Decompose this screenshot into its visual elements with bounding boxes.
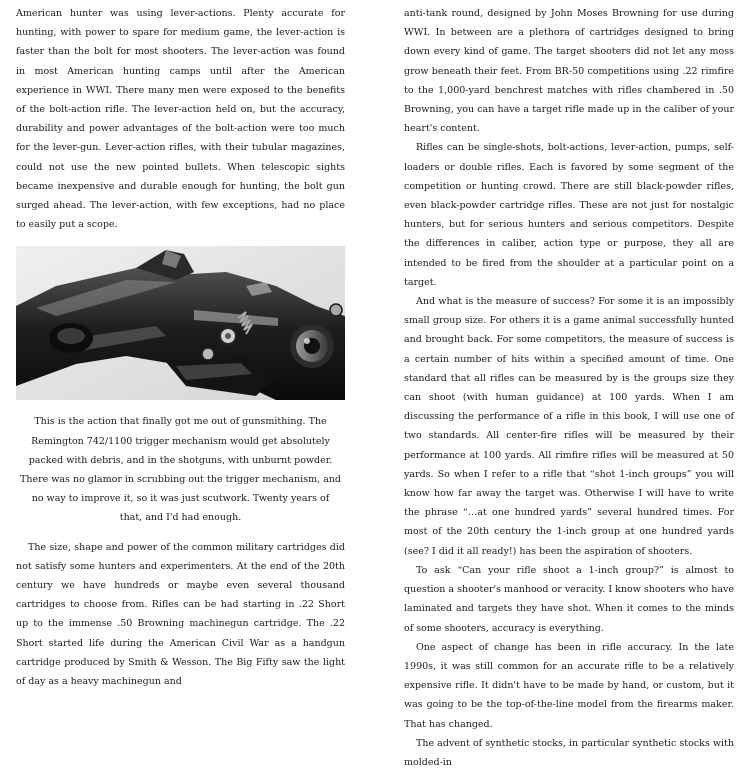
right-page xyxy=(404,0,734,768)
right-paragraph-6: The advent of synthetic stocks, in particular synthetic stocks with molded-in xyxy=(404,737,734,768)
right-paragraph-1: anti-tank round, designed by John Moses Browning for use during WWI. In between are a plethora of cartridges designed to bring down every kind of game. The target shooters did not let any moss grow beneath their feet. From BR-50 competitions using .22 rimfire to the 1,000-yard benchrest matches with rifles chambered in .50 Browning, you can have a target rifle made up in the caliber of your heart's content. xyxy=(404,8,734,135)
trigger-mechanism-photo xyxy=(16,246,345,400)
right-paragraph-5: One aspect of change has been in rifle accuracy. In the late 1990s, it was still common for an accurate rifle to be a relatively expensive rifle. It didn't have to be made by hand, or custom, but it was going to be the top-of-the-line model from the firearms maker. That has changed. xyxy=(404,641,734,730)
left-page xyxy=(16,0,345,688)
left-paragraph-1: American hunter was using lever-actions. Plenty accurate for hunting, with power to spare for medium game, the lever-action is faster than the bolt for most shooters. The lever-action was found in most American hunting camps until after the American experience in WWI. There many men were exposed to the benefits of the bolt-action rifle. The lever-action held on, but the accuracy, durability and power advantages of the bolt-action were too much for the lever-gun. Lever-action rifles, with their tubular magazines, could not use the new pointed bullets. When telescopic sights became inexpensive and durable enough for hunting, the bolt gun surged ahead. The lever-action, with few exceptions, had no place to easily put a scope. xyxy=(16,8,345,231)
trigger-mechanism-illustration xyxy=(16,246,345,400)
right-paragraph-3: And what is the measure of success? For some it is an impossibly small group size. For others it is a game animal successfully hunted and brought back. For some competitors, the measure of success is a certain number of hits within a specified amount of time. One standard that all rifles can be measured by is the groups size they can shoot (with human guidance) at 100 yards. When I am discussing the performance of a rifle in this book, I will use one of two standards. All center-fire rifles will be measured by their performance at 100 yards. All rimfire rifles will be measured at 50 yards. So when I refer to a rifle that “shot 1-inch groups” you will know how far away the target was. Otherwise I will have to write the phrase “…at one hundred yards” several hundred times. For most of the 20th century the 1-inch group at one hundred yards (see? I did it all ready!) has been the aspiration of shooters. xyxy=(404,296,734,557)
photo-caption: This is the action that finally got me out of gunsmithing. The Remington 742/1100 trigger mechanism would get absolutely packed with debris, and in the shotguns, with unburnt powder. There was no glamor in scrubbing out the trigger mechanism, and no way to improve it, so it was just scutwork. Twenty years of that, and I'd had enough. xyxy=(20,416,342,524)
right-paragraph-4: To ask “Can your rifle shoot a 1-inch group?” is almost to question a shooter's manhood or veracity. I know shooters who have laminated and targets they have shot. When it comes to the minds of some shooters, accuracy is everything. xyxy=(404,564,734,634)
left-paragraph-2: The size, shape and power of the common military cartridges did not satisfy some hunters and experimenters. At the end of the 20th century we have hundreds or maybe even several thousand cartridges to choose from. Rifles can be had starting in .22 Short up to the immense .50 Browning machinegun cartridge. The .22 Short started life during the American Civil War as a handgun cartridge produced by Smith & Wesson. The Big Fifty saw the light of day as a heavy machinegun and xyxy=(16,541,345,688)
right-paragraph-2: Rifles can be single-shots, bolt-actions, lever-action, pumps, self-loaders or double rifles. Each is favored by some segment of the competition or hunting crowd. There are still black-powder rifles, even black-powder cartridge rifles. These are not just for nostalgic hunters, but for serious hunters and serious competitors. Despite the differences in caliber, action type or purpose, they all are intended to be fired from the shoulder at a particular point on a target. xyxy=(404,142,734,288)
